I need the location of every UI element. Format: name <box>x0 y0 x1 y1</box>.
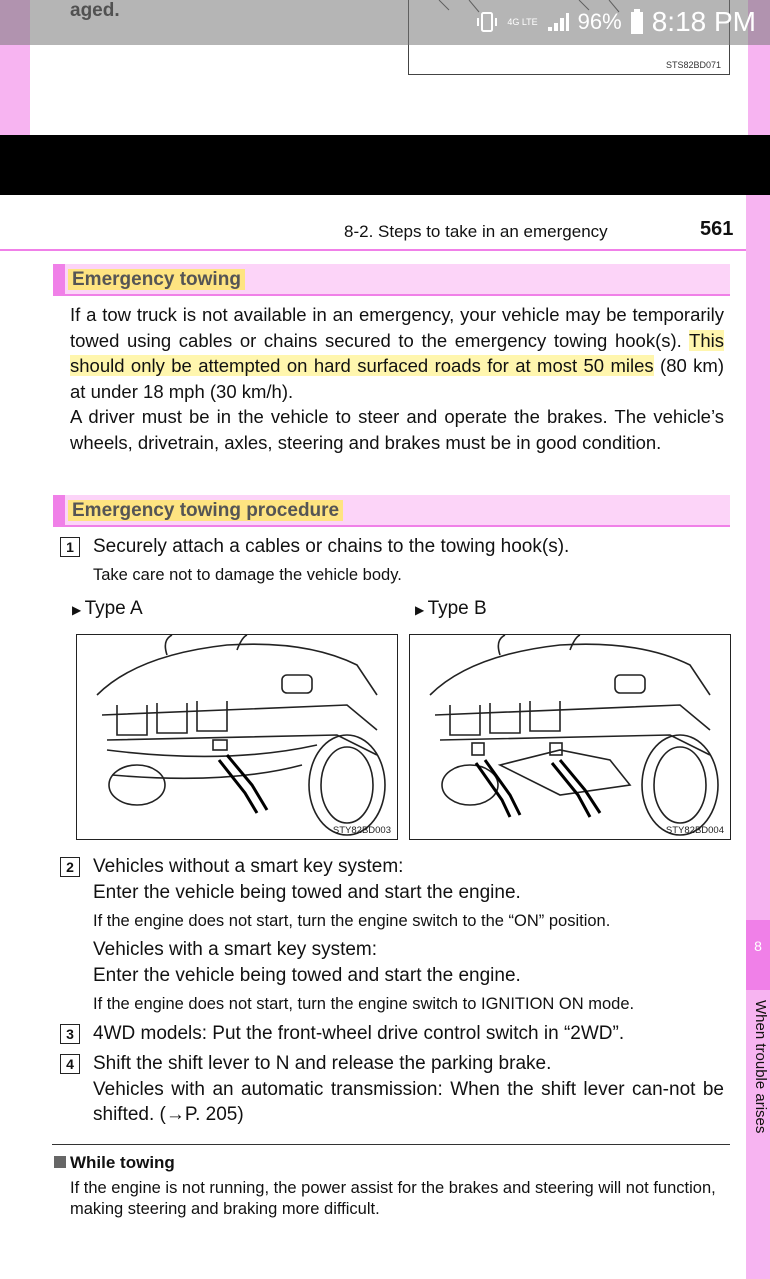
type-a-text: Type A <box>84 598 143 619</box>
step-4-line-1: Shift the shift lever to N and release the parking brake. <box>93 1053 552 1074</box>
heading-marker <box>53 264 65 294</box>
step-1-text: Securely attach a cables or chains to the towing hook(s). <box>93 536 570 557</box>
signal-icon <box>546 11 570 33</box>
while-towing-text: If the engine is not running, the power assist for the brakes and steering will not function, making steering and braking more difficult. <box>70 1179 716 1218</box>
square-bullet-icon <box>54 1156 66 1168</box>
battery-percent: 96% <box>577 9 622 34</box>
emergency-towing-heading <box>53 264 730 296</box>
figure-type-b <box>409 634 731 840</box>
status-bar <box>0 0 770 45</box>
towing-procedure-title: Emergency towing procedure <box>68 500 343 521</box>
triangle-icon: ▶ <box>415 603 428 617</box>
step-3-number: 3 <box>60 1024 80 1044</box>
while-towing-title: While towing <box>70 1153 175 1172</box>
step-2-number: 2 <box>60 857 80 877</box>
step-1-note: Take care not to damage the vehicle body. <box>93 566 402 584</box>
type-b-label <box>415 596 487 623</box>
clock: 8:18 PM <box>651 6 756 37</box>
heading-marker <box>53 495 65 525</box>
previous-figure-code: STS82BD071 <box>665 60 721 70</box>
towing-text-highlighted: This should only be attempted on hard surfaced roads for at most 50 miles <box>70 329 724 376</box>
battery-icon <box>630 9 644 35</box>
step-2-line-1: Vehicles without a smart key system: <box>93 856 404 877</box>
section-divider <box>52 1144 730 1145</box>
step-2-line-3: Vehicles with a smart key system: <box>93 939 378 960</box>
emergency-towing-title: Emergency towing <box>68 269 245 290</box>
type-a-label <box>72 596 143 623</box>
step-4-number: 4 <box>60 1054 80 1074</box>
header-rule <box>0 249 746 251</box>
step-2-line-4: Enter the vehicle being towed and start the engine. <box>93 965 521 986</box>
figure-a-code: STY82BD003 <box>332 825 391 836</box>
truck-front-illustration-b <box>410 635 730 839</box>
step-2-line-2: Enter the vehicle being towed and start the engine. <box>93 882 521 903</box>
towing-paragraph-1 <box>70 302 724 404</box>
truck-front-illustration-a <box>77 635 397 839</box>
chapter-label: When trouble arises <box>752 1000 769 1134</box>
towing-paragraph-2: A driver must be in the vehicle to steer and operate the brakes. The vehicle’s wheels, drivetrain, axles, steering and brakes must be in good condition. <box>70 406 724 453</box>
vibrate-icon <box>475 10 499 34</box>
section-title: 8-2. Steps to take in an emergency <box>344 222 608 241</box>
figure-type-a <box>76 634 398 840</box>
figure-b-code: STY82BD004 <box>665 825 724 836</box>
step-1-number: 1 <box>60 537 80 557</box>
page-separator <box>0 135 770 195</box>
network-type-label: 4G LTE <box>507 16 538 27</box>
towing-text-b: (80 km) at under 18 mph (30 km/h). <box>70 355 724 402</box>
step-4-line-2: Vehicles with an automatic transmission: When the shift lever can-not be shifted. (→P. 205) <box>93 1079 724 1125</box>
towing-text-a: If a tow truck is not available in an emergency, your vehicle may be temporarily towed using cables or chains secured to the emergency towing hook(s). <box>70 304 724 351</box>
triangle-icon: ▶ <box>72 603 85 617</box>
page-number: 561 <box>700 218 734 240</box>
step-3-text: 4WD models: Put the front-wheel drive control switch in “2WD”. <box>93 1023 625 1044</box>
chapter-tab[interactable] <box>746 920 770 990</box>
towing-procedure-heading <box>53 495 730 527</box>
chapter-label-container <box>745 1000 770 1150</box>
step-2-note-1: If the engine does not start, turn the engine switch to the “ON” position. <box>93 912 611 930</box>
step-2-note-2: If the engine does not start, turn the engine switch to IGNITION ON mode. <box>93 995 635 1013</box>
type-b-text: Type B <box>427 598 487 619</box>
status-icons <box>475 4 756 40</box>
chapter-number: 8 <box>754 938 762 954</box>
while-towing-heading <box>54 1153 175 1173</box>
